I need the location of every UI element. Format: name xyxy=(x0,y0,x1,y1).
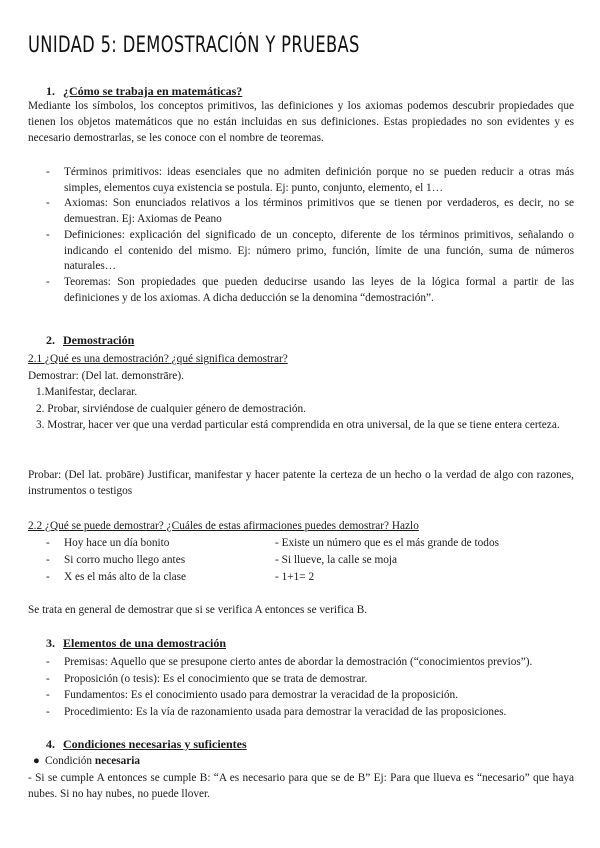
list-item xyxy=(46,687,574,704)
dash-bullet: - xyxy=(46,672,50,685)
dash-bullet: - xyxy=(46,656,50,668)
definition-demostrar: Demostrar: (Del lat. demonstrāre). xyxy=(28,370,184,382)
subsection-2-1-title: 2.1 ¿Qué es una demostración? ¿qué significa demostrar? xyxy=(28,353,288,365)
list-item xyxy=(46,275,574,306)
dash-bullet: - xyxy=(46,571,50,583)
condition-prefix: Condición xyxy=(45,755,95,767)
list-item xyxy=(46,228,574,275)
list-item-text: Fundamentos: Es el conocimiento usado para demostrar la veracidad de la proposición. xyxy=(64,689,459,701)
subsection-2-2-title: 2.2 ¿Qué se puede demostrar? ¿Cuáles de estas afirmaciones puedes demostrar? Hazlo xyxy=(28,520,419,532)
list-item xyxy=(46,654,574,671)
list-item-text: Teoremas: Son propiedades que pueden deducirse usando las leyes de la lógica formal a partir de las definiciones y de los axiomas. A dicha deducción se la denomina “demostración”. xyxy=(64,275,574,304)
section-title: Demostración xyxy=(63,333,135,347)
dash-bullet: - xyxy=(46,197,50,210)
list-item-text: Proposición (o tesis): Es el conocimiento que se trata de demostrar. xyxy=(64,672,368,685)
section-4-heading xyxy=(46,737,247,752)
list-item xyxy=(46,704,574,721)
statement-right: - Si llueve, la calle se moja xyxy=(275,554,398,566)
list-item xyxy=(46,196,574,227)
section-1-heading xyxy=(46,84,242,99)
section-title: Elementos de una demostración xyxy=(63,636,226,650)
section-1-intro: Mediante los símbolos, los conceptos primitivos, las definiciones y los axiomas podemos descubrir propiedades que tienen los objetos matemáticos que no están incluidas en sus definiciones. Estas propiedades no son evidentes y es necesario demostrarlas, se les conoce con el nombre de teoremas. xyxy=(28,100,574,144)
section-number: 1. xyxy=(46,84,55,98)
statement-left: X es el más alto de la clase xyxy=(64,571,187,583)
dash-bullet: - xyxy=(46,537,50,549)
statement-row xyxy=(0,569,600,585)
statement-row xyxy=(0,552,600,568)
list-item xyxy=(46,165,574,196)
dash-bullet: - xyxy=(46,228,50,241)
section-3-list xyxy=(46,654,574,720)
section-title: ¿Cómo se trabaja en matemáticas? xyxy=(63,84,243,98)
list-item-text: Procedimiento: Es la vía de razonamiento usada para demostrar la veracidad de las proposiciones. xyxy=(64,705,507,718)
statement-right: - Existe un número que es el más grande de todos xyxy=(275,537,499,549)
section-3-heading xyxy=(46,636,226,651)
section-2-conclusion: Se trata en general de demostrar que si se verifica A entonces se verifica B. xyxy=(28,604,368,616)
statement-left: Hoy hace un día bonito xyxy=(64,537,170,549)
statement-left: Si corro mucho llego antes xyxy=(64,554,186,566)
list-item-text: Axiomas: Son enunciados relativos a los términos primitivos que se tienen por verdaderos, es decir, no se demuestran. Ej: Axiomas de Peano xyxy=(64,197,574,226)
list-item-text: Términos primitivos: ideas esenciales que no admiten definición porque no se pueden reducir a otras más simples, elementos cuya existencia se postula. Ej: punto, conjunto, elemento, el 1… xyxy=(64,166,574,194)
condition-label xyxy=(33,753,140,769)
condition-keyword: necesaria xyxy=(94,755,141,767)
statement-right: - 1+1= 2 xyxy=(275,571,315,583)
definition-2: 2. Probar, sirviéndose de cualquier género de demostración. xyxy=(36,403,306,415)
dash-bullet: - xyxy=(46,166,50,178)
dash-bullet: - xyxy=(46,689,50,701)
dash-bullet: - xyxy=(46,705,50,718)
section-number: 3. xyxy=(46,636,55,650)
section-number: 4. xyxy=(46,737,55,751)
definition-probar: Probar: (Del lat. probāre) Justificar, manifestar y hacer patente la certeza de un hecho o la verdad de algo con razones, instrumentos o testigos xyxy=(28,469,574,497)
definition-1: 1.Manifestar, declarar. xyxy=(36,386,138,398)
definition-3: 3. Mostrar, hacer ver que una verdad particular está comprendida en otra universal, de la que se tiene entera certeza. xyxy=(36,419,560,431)
dash-bullet: - xyxy=(46,554,50,566)
dash-bullet: - xyxy=(46,275,50,288)
section-title: Condiciones necesarias y suficientes xyxy=(63,737,247,751)
list-item xyxy=(46,671,574,688)
page-title: UNIDAD 5: DEMOSTRACIÓN Y PRUEBAS xyxy=(28,33,360,58)
list-item-text: Premisas: Aquello que se presupone cierto antes de abordar la demostración (“conocimientos previos”). xyxy=(64,656,533,668)
statement-row xyxy=(0,535,600,551)
section-1-list xyxy=(46,165,574,306)
list-item-text: Definiciones: explicación del significado de un concepto, diferente de los términos primitivos, señalando o indicando el contenido del mismo. Ej: número primo, función, límite de una función, suma de números naturales… xyxy=(64,228,574,273)
bullet-icon: ● xyxy=(33,755,40,767)
condition-text: - Si se cumple A entonces se cumple B: “A es necesario para que se de B” Ej: Para que llueva es “necesario” que haya nubes. Si no hay nubes, no puede llover. xyxy=(28,772,574,800)
section-2-heading xyxy=(46,333,134,348)
section-number: 2. xyxy=(46,333,55,347)
